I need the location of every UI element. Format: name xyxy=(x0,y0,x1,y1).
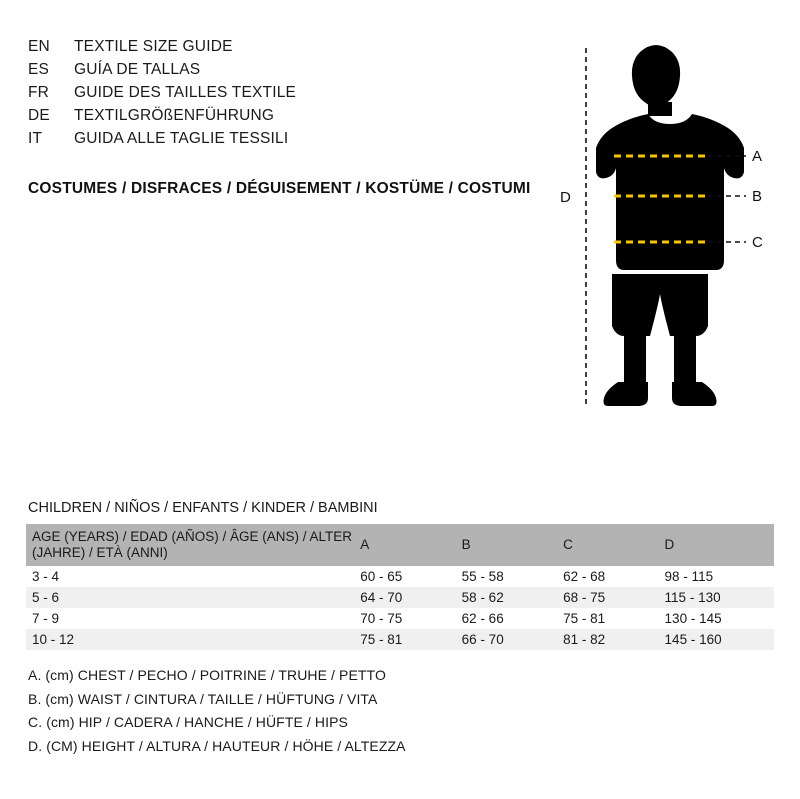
cell-d: 115 - 130 xyxy=(664,590,721,605)
language-text: TEXTILGRÖßENFÜHRUNG xyxy=(74,107,275,124)
size-table-head xyxy=(26,524,774,566)
cell-c: 68 - 75 xyxy=(563,590,606,605)
cell-a: 70 - 75 xyxy=(360,611,403,626)
cell-a: 64 - 70 xyxy=(360,590,403,605)
legend-item-chest: A. (cm) CHEST / PECHO / POITRINE / TRUHE / PETTO xyxy=(28,667,386,683)
language-code: EN xyxy=(28,38,50,55)
costume-subtitle: COSTUMES / DISFRACES / DÉGUISEMENT / KOSTÜME / COSTUMI xyxy=(28,180,531,197)
legend-item-height: D. (CM) HEIGHT / ALTURA / HAUTEUR / HÖHE / ALTEZZA xyxy=(28,737,406,754)
table-row xyxy=(26,608,774,629)
language-row-fr xyxy=(28,84,528,107)
header-d: D xyxy=(664,537,675,552)
size-table-body xyxy=(26,566,774,650)
cell-d: 145 - 160 xyxy=(664,632,722,647)
language-code: IT xyxy=(28,130,43,147)
figure-label-b: B xyxy=(752,188,763,205)
child-silhouette-icon xyxy=(596,45,744,406)
language-row-de xyxy=(28,107,528,130)
figure-label-c: C xyxy=(752,234,763,251)
cell-c: 75 - 81 xyxy=(563,611,606,626)
language-code: DE xyxy=(28,107,50,124)
body-measurement-figure xyxy=(540,30,780,430)
cell-c: 62 - 68 xyxy=(563,569,606,584)
measurement-legend xyxy=(28,664,628,758)
table-header-row xyxy=(26,524,774,566)
legend-item-waist: B. (cm) WAIST / CINTURA / TAILLE / HÜFTUNG / VITA xyxy=(28,690,378,707)
language-list xyxy=(28,38,528,153)
figure-label-a: A xyxy=(752,148,763,165)
header-age: AGE (YEARS) / EDAD (AÑOS) / ÂGE (ANS) / ALTER (JAHRE) / ETÀ (ANNI) xyxy=(32,529,353,560)
cell-age: 7 - 9 xyxy=(32,611,60,626)
cell-d: 98 - 115 xyxy=(664,569,714,584)
cell-d: 130 - 145 xyxy=(664,611,722,626)
cell-age: 10 - 12 xyxy=(32,632,75,647)
language-text: TEXTILE SIZE GUIDE xyxy=(74,38,233,55)
cell-age: 3 - 4 xyxy=(32,569,60,584)
language-text: GUIDA ALLE TAGLIE TESSILI xyxy=(74,130,289,147)
language-row-it xyxy=(28,130,528,153)
language-code: FR xyxy=(28,84,50,101)
language-text: GUÍA DE TALLAS xyxy=(74,61,201,78)
cell-b: 66 - 70 xyxy=(461,632,504,647)
legend-item-hip: C. (cm) HIP / CADERA / HANCHE / HÜFTE / HIPS xyxy=(28,714,348,730)
cell-a: 75 - 81 xyxy=(360,632,403,647)
cell-b: 55 - 58 xyxy=(461,569,504,584)
cell-b: 62 - 66 xyxy=(461,611,504,626)
language-code: ES xyxy=(28,61,50,78)
cell-c: 81 - 82 xyxy=(563,632,606,647)
language-row-en xyxy=(28,38,528,61)
language-row-es xyxy=(28,61,528,84)
size-table xyxy=(26,524,774,650)
table-row xyxy=(26,587,774,608)
figure-label-d: D xyxy=(560,189,571,206)
language-text: GUIDE DES TAILLES TEXTILE xyxy=(74,84,297,101)
cell-age: 5 - 6 xyxy=(32,590,60,605)
table-row xyxy=(26,566,774,587)
cell-b: 58 - 62 xyxy=(461,590,504,605)
table-row xyxy=(26,629,774,650)
cell-a: 60 - 65 xyxy=(360,569,403,584)
table-caption: CHILDREN / NIÑOS / ENFANTS / KINDER / BAMBINI xyxy=(28,500,378,516)
header-c: C xyxy=(563,537,573,552)
header-b: B xyxy=(461,537,471,552)
header-a: A xyxy=(360,537,370,552)
